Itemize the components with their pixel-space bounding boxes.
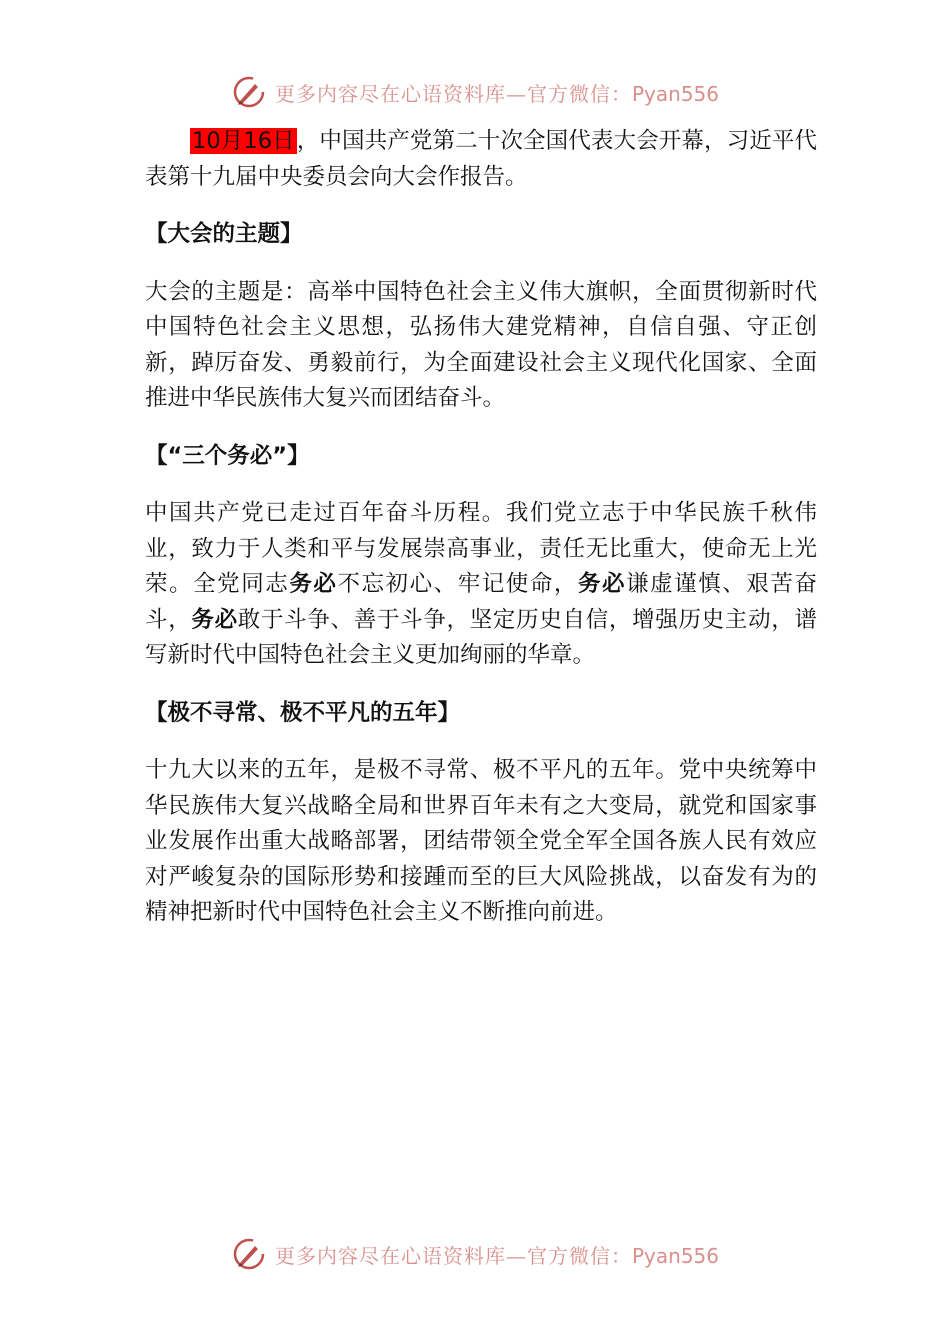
pen-circle-logo-icon xyxy=(231,74,267,110)
section-body-three-musts xyxy=(145,496,817,674)
intro-text: ，中国共产党第二十次全国代表大会开幕，习近平代表第十九届中央委员会向大会作报告。 xyxy=(145,128,817,190)
header-watermark xyxy=(0,70,950,114)
watermark-text xyxy=(275,1240,719,1269)
watermark-wechat-id: Pyan556 xyxy=(631,81,719,106)
pen-circle-logo-icon xyxy=(231,1236,267,1272)
emphasis-wubi: 务必 xyxy=(577,571,627,597)
watermark-slogan: 更多内容尽在心语资料库—官方微信： xyxy=(274,81,632,106)
document-body xyxy=(145,124,817,953)
watermark-wechat-id: Pyan556 xyxy=(631,1243,719,1268)
emphasis-wubi: 务必 xyxy=(191,606,238,633)
section-heading-three-musts: 【“三个务必”】 xyxy=(145,442,310,469)
highlighted-date: 10月16日 xyxy=(192,128,295,154)
section-heading-five-years: 【极不寻常、极不平凡的五年】 xyxy=(145,699,461,726)
section-heading-theme: 【大会的主题】 xyxy=(145,221,303,247)
emphasis-wubi: 务必 xyxy=(289,571,338,597)
text-segment: 谦虚谨慎、艰苦奋斗， xyxy=(145,571,817,633)
watermark-slogan: 更多内容尽在心语资料库—官方微信： xyxy=(274,1243,632,1268)
footer-watermark xyxy=(0,1232,950,1276)
text-segment: 中国共产党已走过百年奋斗历程。我们党立志于中华民族千秋伟业，致力于人类和平与发展崇高事业，责任无比重大，使命无上光荣。全党同志 xyxy=(145,500,817,597)
watermark-text xyxy=(275,78,719,107)
intro-paragraph xyxy=(145,124,817,195)
section-body-theme: 大会的主题是：高举中国特色社会主义伟大旗帜，全面贯彻新时代中国特色社会主义思想，弘扬伟大建党精神，自信自强、守正创新，踔厉奋发、勇毅前行，为全面建设社会主义现代化国家、全面推进中华民族伟大复兴而团结奋斗。 xyxy=(145,278,817,411)
text-segment: 敢于斗争、善于斗争，坚定历史自信，增强历史主动，谱写新时代中国特色社会主义更加绚丽的华章。 xyxy=(145,606,817,668)
section-body-five-years: 十九大以来的五年，是极不寻常、极不平凡的五年。党中央统筹中华民族伟大复兴战略全局和世界百年未有之大变局，就党和国家事业发展作出重大战略部署，团结带领全党全军全国各族人民有效应对严峻复杂的国际形势和接踵而至的巨大风险挑战，以奋发有为的精神把新时代中国特色社会主义不断推向前进。 xyxy=(145,757,817,925)
text-segment: 不忘初心、牢记使命， xyxy=(337,571,578,597)
